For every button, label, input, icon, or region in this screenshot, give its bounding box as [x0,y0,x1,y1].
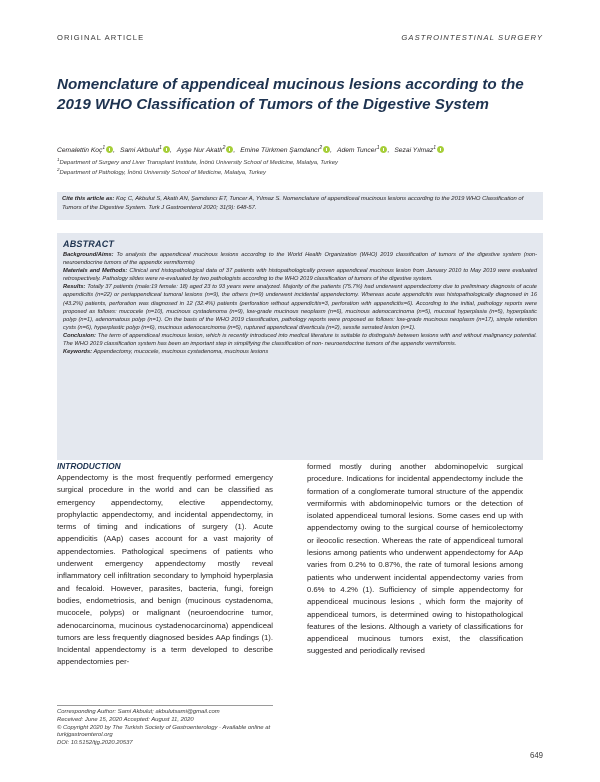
orcid-icon[interactable] [323,146,330,153]
affiliation-2: $^2$Department of Pathology, İnönü University School of Medicine, Malatya, Turkey [57,167,266,176]
footer-rule [57,705,273,706]
author-list [57,145,547,154]
author-5: Adem Tuncer$^1$ , [337,145,390,155]
journal-section: GASTROINTESTINAL SURGERY [401,33,543,42]
introduction-text-right: formed mostly during another abdominopelvic surgical procedure. Indications for incidental appendectomy include the formation of a conglomerate tumoral structure of the appendix vermiformis with abdominopelvic tumors or the detection of isolated appendiceal tumoral lesions. Some cases end up with appendectomy owing to the surgical course of hemicolectomy or ileocolic resection. Whereas the rate of appendiceal tumoral lesions among patients who underwent appendectomy for AAp varies from 0.2% to 0.87%, the rate of tumoral lesions among patients who underwent incidental appendectomy varies from 0.6% to 4.2% (1). Sufficiency of simple appendectomy for appendiceal mucinous lesions , which form the majority of appendiceal tumors, is determined owing to histopathological features of the lesions. Although a variety of classifications for appendiceal mucinous tumors exist, the classification suggested and periodically revised [307,462,523,656]
author-2: Sami Akbulut$^1$ , [120,145,172,155]
author-3: Ayşe Nur Akatlı$^2$ , [176,145,236,155]
abstract-background: Background/Aims: To analysis the appendiceal mucinous lesions according to the World Health Organization (WHO) 2019 classification of tumors of the digestive system (non-neuroendocrine tumors of the appendix vermiformis) [63,252,537,267]
orcid-icon[interactable] [380,146,387,153]
abstract-heading: ABSTRACT [63,239,115,249]
author-4: Emine Türkmen Şamdancı$^2$ , [240,145,333,155]
article-title: Nomenclature of appendiceal mucinous lesions according to the 2019 WHO Classification of Tumors of the Digestive System [57,76,524,113]
abstract-conclusion: Conclusion: The term of appendiceal mucinous lesion, which is recently introduced into medical literature is suitable to distinguish between lesions with and without malignancy potential. The WHO 2019 classification system has been an important step in simplifying the classification of non- neuroendocrine tumors of the appendix vermiformis. [63,332,537,348]
abstract-box [57,233,543,460]
footer-notes [57,709,317,748]
article-type: ORIGINAL ARTICLE [57,33,145,42]
corresponding-author: Corresponding Author: Sami Akbulut; akbulutsami@gmail.com [57,709,220,715]
copyright: © Copyright 2020 by The Turkish Society of Gastroenterology · Available online at turkjgastroenterol.org [57,724,271,739]
citation-label: Cite this article as: [62,196,115,202]
dates: Received: June 15, 2020 Accepted: August 11, 2020 [57,716,194,723]
abstract-keywords: Keywords: Appendectomy, mucocele, mucinous cystadenoma, mucinous lesions [63,349,269,356]
orcid-icon[interactable] [437,146,444,153]
citation-text: Koç C, Akbulut S, Akatlı AN, Şamdancı ET, Tuncer A, Yılmaz S. Nomenclature of appendiceal mucinous lesions according to the 2019 WHO Classification of Tumors of the Digestive System. Turk J Gastroenterol 2020; 31(9): 648-57. [62,196,524,211]
abstract-results: Results: Totally 37 patients (male:19 female: 18) aged 23 to 93 years were analyzed. Majority of the patients (75.7%) had underwent appendectomy due to preliminary diagnosis of acute appendicitis (n=22) or periappendiceal tumoral lesions (n=9), the others (n=9) underwent incidental appendectomy. Whereas acute appendicitis was histopathologically diagnosed in 16 (43.2%) patients, perforation was diagnosed in 12 (32.4%) patients (perforation without appendicitis=3, perforation with appendicitis=6). According to the initial, pathology reports were proposed as follows: mucocele (n=10), mucinous cystadenoma (n=9), low-grade mucinous neoplasm (n=6), mucinous adenocarcinoma (n=5), mucosal hyperplasia (n=5), hyperplastic polyp (n=1), adenomatous polyp (n=1). On the basis of the WHO 2019 classification, pathology reports were proposed as follows: low-grade mucinous neoplasm (n=17), simple retention cysts (n=6), hyperplastic polyp (n=6), mucinous adenocarcinoma (n=5), ruptured appendiceal diverticula (n=2), sessile serrated lesion (n=1). [63,284,537,331]
introduction-heading: INTRODUCTION [57,461,121,471]
author-6: Sezai Yılmaz$^1$ [394,147,444,154]
citation-box [57,192,543,220]
page-number: 649 [529,751,543,760]
body-column-left [57,461,273,669]
orcid-icon[interactable] [163,146,170,153]
orcid-icon[interactable] [106,146,113,153]
author-1: Cemalettin Koç$^1$ , [57,145,115,155]
introduction-text-left: Appendectomy is the most frequently performed emergency surgical procedure in the world and can be classified as emergency appendectomy, elective appendectomy, prophylactic appendectomy, and incidental appendectomy, in terms of timing and indications of surgery (1). Acute appendicitis (AAp) cases account for a vast majority of appendectomies. Pathological specimens of patients who underwent emergency appendectomy mostly reveal inflammatory cell infiltration secondary to lymphoid hyperplasia and fecaloid. However, parasites, bacteria, fungi, foreign bodies, endometriosis, and benign (mucinous cystadenoma, mucocele, polyps) or malignant (neuroendocrine tumor, adenocarcinoma, mucinous cystadenocarcinoma) appendiceal tumors are less frequently diagnosed besides AAp findings (1). Incidental appendectomy is a term developed to describe appendectomies per- [57,473,273,667]
body-column-right [307,461,523,658]
orcid-icon[interactable] [226,146,233,153]
abstract-methods: Materials and Methods: Clinical and histopathological data of 37 patients with histopathologically proven appendiceal mucinous lesion from January 2010 to May 2019 were evaluated retrospectively. Pathology slides were re-evaluated by two pathologists according to the WHO 2019 classification of tumors of the digestive system. [63,268,537,283]
affiliation-1: $^1$Department of Surgery and Liver Transplant Institute, İnönü University School of Medicine, Malatya, Turkey [57,157,338,166]
doi: DOI: 10.5152/tjg.2020.20537 [57,740,133,747]
